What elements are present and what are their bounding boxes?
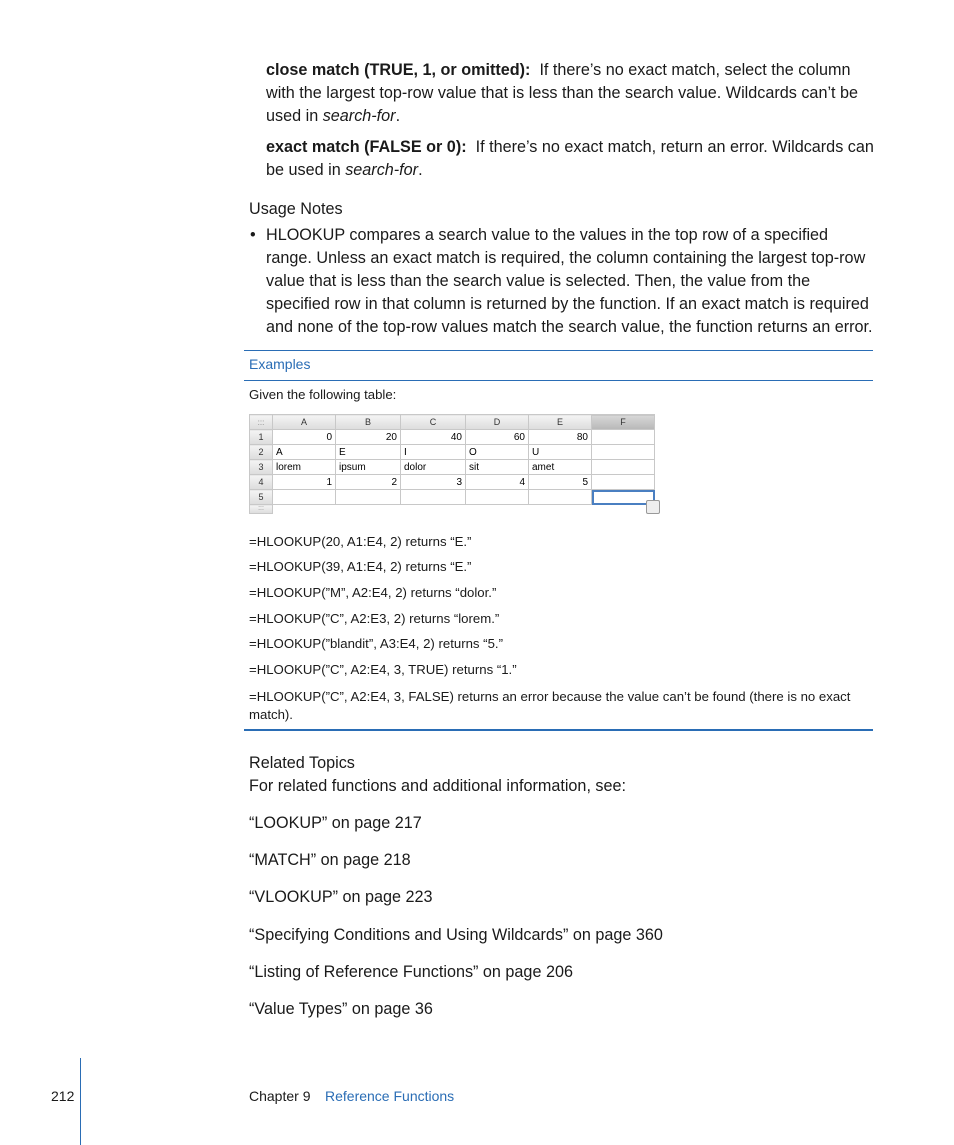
examples-top-rule <box>244 350 873 351</box>
col-header-f[interactable]: F <box>592 415 655 430</box>
cell-a4[interactable]: 1 <box>273 475 336 490</box>
example-spreadsheet <box>249 414 664 518</box>
cell-a2[interactable]: A <box>273 445 336 460</box>
footer-divider <box>80 1058 81 1145</box>
col-header-d[interactable]: D <box>466 415 529 430</box>
related-link-value-types[interactable]: “Value Types” on page 36 <box>249 1000 433 1018</box>
page-number: 212 <box>51 1088 75 1104</box>
cell-a3[interactable]: lorem <box>273 460 336 475</box>
cell-b4[interactable]: 2 <box>336 475 401 490</box>
cell-c3[interactable]: dolor <box>401 460 466 475</box>
exact-match-term: exact match (FALSE or 0): <box>266 138 467 156</box>
close-match-italic: search-for <box>322 107 396 125</box>
cell-b3[interactable]: ipsum <box>336 460 401 475</box>
resize-handle-icon[interactable] <box>646 500 660 514</box>
cell-f1[interactable] <box>592 430 655 445</box>
examples-heading-rule <box>244 380 873 381</box>
exact-match-italic: search-for <box>345 161 419 179</box>
cell-f4[interactable] <box>592 475 655 490</box>
col-header-a[interactable]: A <box>273 415 336 430</box>
related-link-wildcards[interactable]: “Specifying Conditions and Using Wildcards” on page 360 <box>249 926 663 944</box>
row-header-3[interactable]: 3 <box>250 460 273 475</box>
example-line-1: =HLOOKUP(20, A1:E4, 2) returns “E.” <box>249 534 472 549</box>
close-match-period: . <box>395 107 401 125</box>
examples-heading: Examples <box>249 356 311 372</box>
cell-d5[interactable] <box>466 490 529 505</box>
footer-chapter: Chapter 9 <box>249 1088 311 1104</box>
example-line-4: =HLOOKUP(”C”, A2:E3, 2) returns “lorem.” <box>249 611 500 626</box>
cell-b5[interactable] <box>336 490 401 505</box>
cell-e3[interactable]: amet <box>529 460 592 475</box>
related-link-lookup[interactable]: “LOOKUP” on page 217 <box>249 814 422 832</box>
related-link-match[interactable]: “MATCH” on page 218 <box>249 851 411 869</box>
example-line-3: =HLOOKUP(”M”, A2:E4, 2) returns “dolor.” <box>249 585 497 600</box>
cell-f2[interactable] <box>592 445 655 460</box>
col-header-e[interactable]: E <box>529 415 592 430</box>
cell-a5[interactable] <box>273 490 336 505</box>
cell-e4[interactable]: 5 <box>529 475 592 490</box>
cell-c4[interactable]: 3 <box>401 475 466 490</box>
cell-e5[interactable] <box>529 490 592 505</box>
sheet-bottom-gap <box>273 505 655 514</box>
related-topics-intro: For related functions and additional information, see: <box>249 777 627 795</box>
cell-b2[interactable]: E <box>336 445 401 460</box>
sheet-corner: ::: <box>250 415 273 430</box>
examples-intro: Given the following table: <box>249 387 397 402</box>
row-header-2[interactable]: 2 <box>250 445 273 460</box>
exact-match-paragraph <box>266 136 876 182</box>
close-match-paragraph <box>266 59 876 128</box>
usage-notes-text: HLOOKUP compares a search value to the values in the top row of a specified range. Unless an exact match is required, the column containing the largest top-row value that is less than the search value is selected. Then, the value from the specified row in that column is returned by the function. If an exact match is required and none of the top-row values match the search value, the function returns an error. <box>266 226 873 336</box>
related-link-reference-functions[interactable]: “Listing of Reference Functions” on page 206 <box>249 963 573 981</box>
cell-b1[interactable]: 20 <box>336 430 401 445</box>
cell-d4[interactable]: 4 <box>466 475 529 490</box>
close-match-term: close match (TRUE, 1, or omitted): <box>266 61 531 79</box>
cell-c1[interactable]: 40 <box>401 430 466 445</box>
example-line-7: =HLOOKUP(”C”, A2:E4, 3, FALSE) returns an error because the value can’t be found (there is no exact match). <box>249 689 851 722</box>
row-header-5[interactable]: 5 <box>250 490 273 505</box>
usage-notes-heading: Usage Notes <box>249 200 343 218</box>
close-match-text: If there’s no exact match, select the column with the largest top-row value that is less than the search value. Wildcards can’t be used in <box>266 61 859 125</box>
cell-a1[interactable]: 0 <box>273 430 336 445</box>
footer-section-link[interactable]: Reference Functions <box>325 1088 455 1104</box>
cell-f3[interactable] <box>592 460 655 475</box>
row-header-4[interactable]: 4 <box>250 475 273 490</box>
example-line-6: =HLOOKUP(”C”, A2:E4, 3, TRUE) returns “1.” <box>249 662 517 677</box>
usage-notes-bullet: • <box>250 226 256 244</box>
col-header-c[interactable]: C <box>401 415 466 430</box>
col-header-b[interactable]: B <box>336 415 401 430</box>
exact-match-text: If there’s no exact match, return an error. Wildcards can be used in <box>266 138 874 179</box>
row-header-1[interactable]: 1 <box>250 430 273 445</box>
example-line-5: =HLOOKUP(”blandit”, A3:E4, 2) returns “5.” <box>249 636 503 651</box>
cell-e1[interactable]: 80 <box>529 430 592 445</box>
cell-d3[interactable]: sit <box>466 460 529 475</box>
exact-match-period: . <box>418 161 423 179</box>
cell-c2[interactable]: I <box>401 445 466 460</box>
cell-d2[interactable]: O <box>466 445 529 460</box>
cell-c5[interactable] <box>401 490 466 505</box>
related-link-vlookup[interactable]: “VLOOKUP” on page 223 <box>249 888 433 906</box>
sheet-bottom-corner: ::: <box>250 505 273 514</box>
example-line-2: =HLOOKUP(39, A1:E4, 2) returns “E.” <box>249 559 472 574</box>
cell-d1[interactable]: 60 <box>466 430 529 445</box>
cell-e2[interactable]: U <box>529 445 592 460</box>
examples-bottom-rule <box>244 729 873 731</box>
related-topics-heading: Related Topics <box>249 754 355 772</box>
